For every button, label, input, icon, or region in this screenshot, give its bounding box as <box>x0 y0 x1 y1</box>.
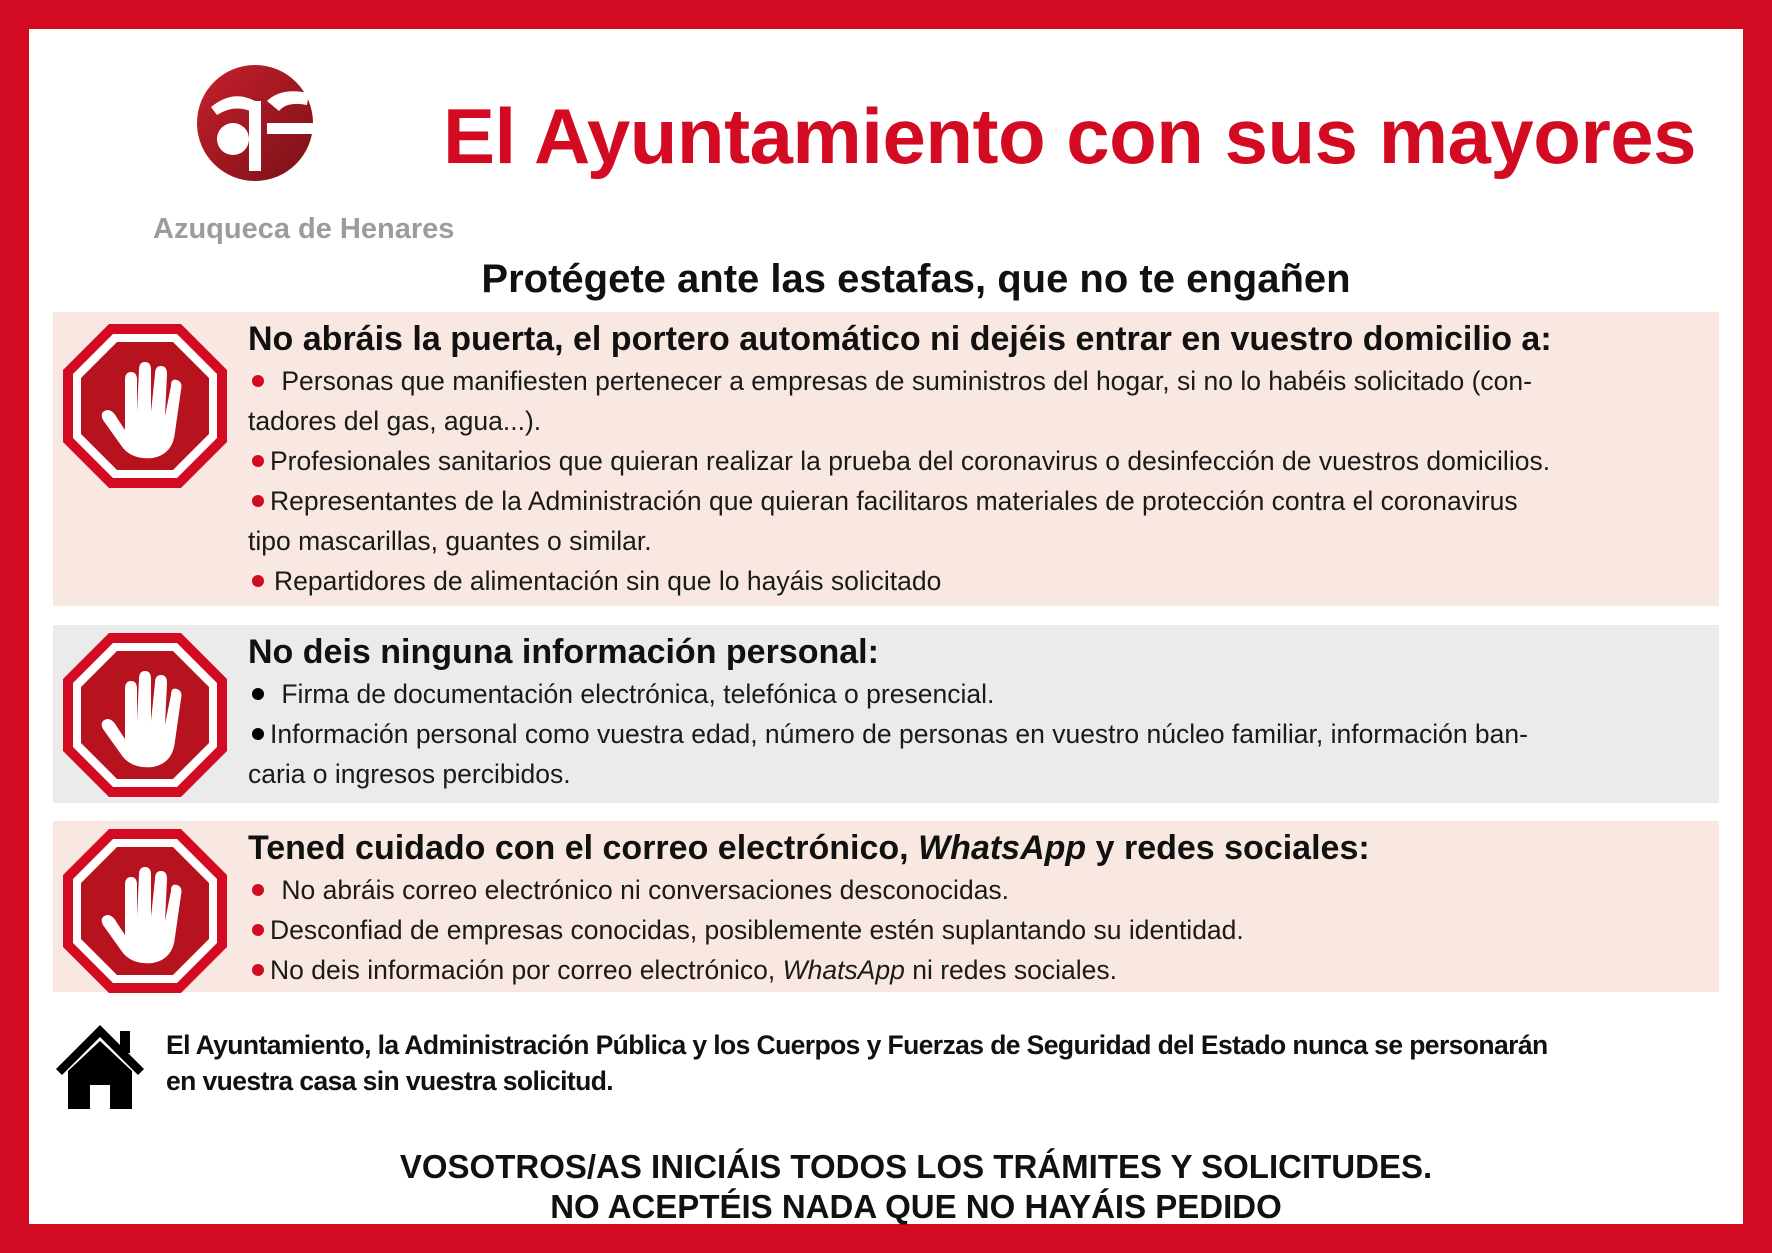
bullet-dot-icon <box>252 964 264 976</box>
section-body <box>248 625 1707 794</box>
poster <box>29 29 1743 1224</box>
section-personal-info <box>53 625 1719 803</box>
bullet-dot-icon <box>252 455 264 467</box>
stop-hand-icon <box>59 629 231 801</box>
section-body <box>248 312 1707 601</box>
list-item: No deis información por correo electrónico, WhatsApp ni redes sociales. <box>248 950 1707 990</box>
final-message-line1: VOSOTROS/AS INICIÁIS TODOS LOS TRÁMITES Y SOLICITUDES. <box>399 1148 1433 1185</box>
list-item: Personas que manifiesten pertenecer a empresas de suministros del hogar, si no lo habéis solicitado (con- tadores del gas, agua...). <box>248 366 1532 436</box>
bullet-dot-icon <box>252 728 264 740</box>
list-item: No abráis correo electrónico ni conversaciones desconocidas. <box>248 870 1707 910</box>
list-item: Desconfiad de empresas conocidas, posiblemente estén suplantando su identidad. <box>248 910 1707 950</box>
list-item: Repartidores de alimentación sin que lo hayáis solicitado <box>248 561 1707 601</box>
bullet-dot-icon <box>252 375 264 387</box>
logo <box>149 59 489 259</box>
section-title: Tened cuidado con el correo electrónico, WhatsApp y redes sociales: <box>248 829 1370 867</box>
page-title: El Ayuntamiento con sus mayores <box>443 92 1697 180</box>
bullet-dot-icon <box>252 924 264 936</box>
logo-text: Azuqueca de Henares <box>153 213 455 245</box>
bullet-dot-icon <box>252 688 264 700</box>
section-title: No deis ninguna información personal: <box>248 633 879 671</box>
final-message-line2: NO ACEPTÉIS NADA QUE NO HAYÁIS PEDIDO <box>550 1188 1282 1225</box>
stop-hand-icon <box>59 825 231 997</box>
stop-hand-icon <box>59 320 231 492</box>
list-item: Representantes de la Administración que quieran facilitaros materiales de protección contra el coronavirus tipo mascarillas, guantes o similar. <box>248 486 1518 556</box>
azuqueca-logo-icon <box>183 61 333 181</box>
list-item: Información personal como vuestra edad, número de personas en vuestro núcleo familiar, información ban- caria o ingresos percibidos. <box>248 719 1528 789</box>
bullet-dot-icon <box>252 495 264 507</box>
bullet-dot-icon <box>252 884 264 896</box>
list-item: Firma de documentación electrónica, telefónica o presencial. <box>248 674 1707 714</box>
section-title: No abráis la puerta, el portero automático ni dejéis entrar en vuestro domicilio a: <box>248 320 1552 358</box>
section-doors <box>53 312 1719 606</box>
house-icon <box>52 1021 148 1111</box>
section-email-social <box>53 821 1719 992</box>
bullet-dot-icon <box>252 575 264 587</box>
list-item: Profesionales sanitarios que quieran realizar la prueba del coronavirus o desinfección de vuestros domicilios. <box>248 441 1707 481</box>
section-body <box>248 821 1707 990</box>
footer-note: El Ayuntamiento, la Administración Pública y los Cuerpos y Fuerzas de Seguridad del Estado nunca se personarán en vuestra casa sin vuestra solicitud. <box>166 1030 1548 1096</box>
page-subtitle: Protégete ante las estafas, que no te engañen <box>481 257 1351 301</box>
